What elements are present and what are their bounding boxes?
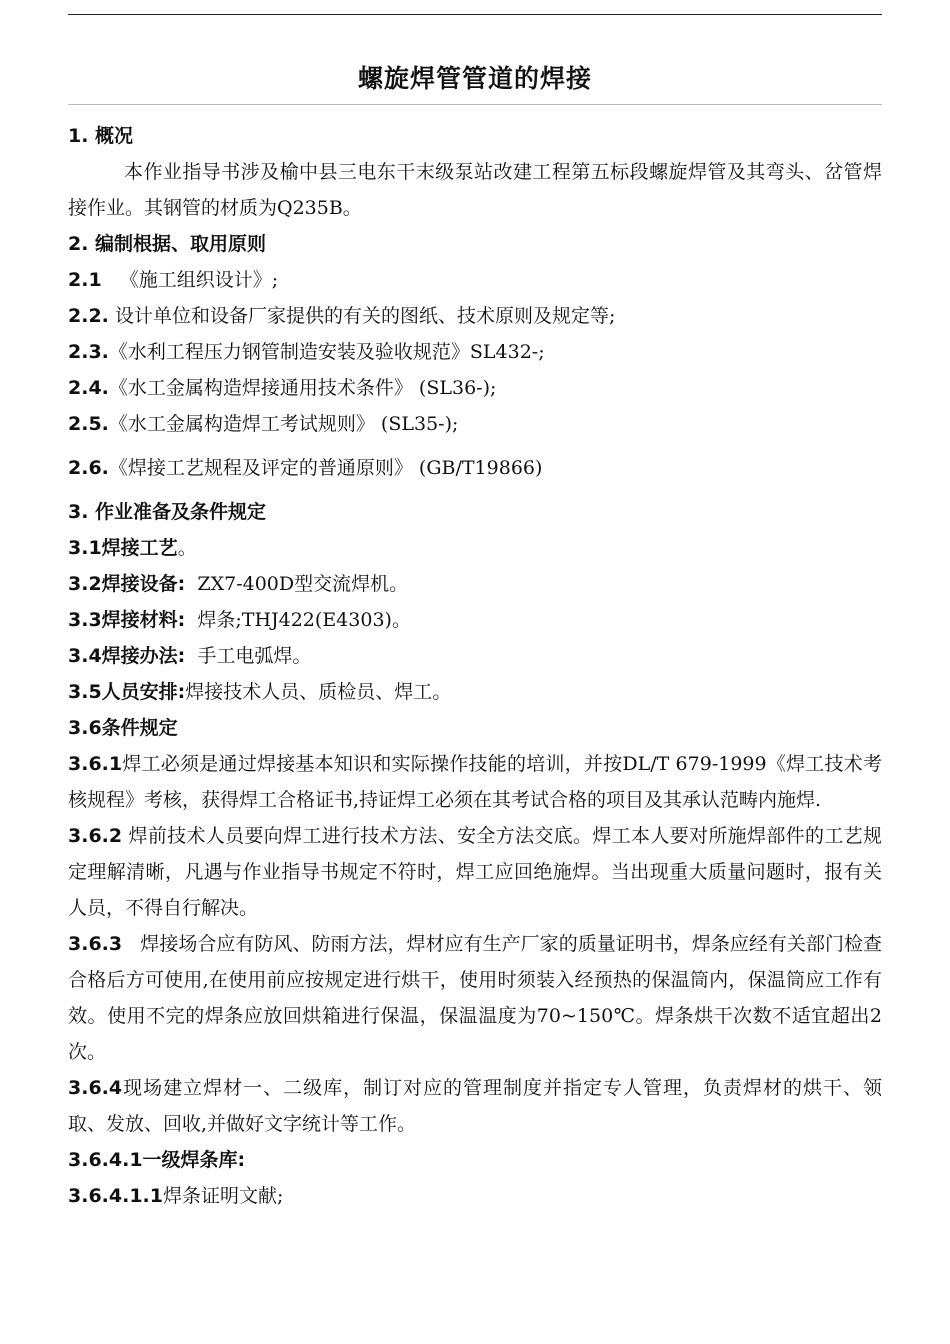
list-item-3-1: 3.1焊接工艺。 bbox=[68, 537, 197, 559]
list-item-2-3: 2.3.《水利工程压力钢管制造安装及验收规范》SL432-; bbox=[68, 341, 545, 363]
list-item-3-6: 3.6条件规定 bbox=[68, 717, 178, 739]
paragraph-3-6-4: 3.6.4现场建立焊材一、二级库，制订对应的管理制度并指定专人管理，负责焊材的烘干、领取、发放、回收,并做好文字统计等工作。 bbox=[68, 1077, 882, 1135]
paragraph-3-6-4-1-1: 3.6.4.1.1焊条证明文献; bbox=[68, 1185, 284, 1207]
section-3-heading: 3. 作业准备及条件规定 bbox=[68, 501, 267, 523]
list-item-2-5: 2.5.《水工金属构造焊工考试规则》 (SL35-); bbox=[68, 413, 459, 435]
list-item-2-2: 2.2. 设计单位和设备厂家提供的有关的图纸、技术原则及规定等; bbox=[68, 305, 616, 327]
list-item-2-6: 2.6.《焊接工艺规程及评定的普通原则》 (GB/T19866) bbox=[68, 457, 543, 479]
list-item-3-2: 3.2焊接设备: ZX7-400D型交流焊机。 bbox=[68, 573, 409, 595]
paragraph-3-6-2: 3.6.2 焊前技术人员要向焊工进行技术方法、安全方法交底。焊工本人要对所施焊部件的工艺规定理解清晰，凡遇与作业指导书规定不符时，焊工应回绝施焊。当出现重大质量问题时，报有关人员，不得自行解决。 bbox=[68, 825, 882, 919]
section-1-heading: 1. 概况 bbox=[68, 125, 134, 147]
list-item-3-5: 3.5人员安排:焊接技术人员、质检员、焊工。 bbox=[68, 681, 452, 703]
list-item-2-1: 2.1 《施工组织设计》; bbox=[68, 269, 279, 291]
paragraph-3-6-3: 3.6.3 焊接场合应有防风、防雨方法，焊材应有生产厂家的质量证明书，焊条应经有关部门检查合格后方可使用,在使用前应按规定进行烘干，使用时须装入经预热的保温筒内，保温筒应工作有效。使用不完的焊条应放回烘箱进行保温，保温温度为70~150℃。焊条烘干次数不适宜超出2次。 bbox=[68, 933, 882, 1063]
header-rule bbox=[68, 14, 882, 15]
list-item-2-4: 2.4.《水工金属构造焊接通用技术条件》 (SL36-); bbox=[68, 377, 497, 399]
list-item-3-3: 3.3焊接材料: 焊条;THJ422(E4303)。 bbox=[68, 609, 411, 631]
list-item-3-4: 3.4焊接办法: 手工电弧焊。 bbox=[68, 645, 312, 667]
document-body bbox=[68, 118, 882, 1214]
title-underline bbox=[68, 104, 882, 105]
document-title: 螺旋焊管管道的焊接 bbox=[357, 64, 592, 93]
section-1-paragraph: 本作业指导书涉及榆中县三电东干末级泵站改建工程第五标段螺旋焊管及其弯头、岔管焊接作业。其钢管的材质为Q235B。 bbox=[68, 161, 882, 219]
paragraph-3-6-4-1: 3.6.4.1一级焊条库: bbox=[68, 1149, 246, 1171]
section-2-heading: 2. 编制根据、取用原则 bbox=[68, 233, 267, 255]
paragraph-3-6-1: 3.6.1焊工必须是通过焊接基本知识和实际操作技能的培训，并按DL/T 679-1999《焊工技术考核规程》考核，获得焊工合格证书,持证焊工必须在其考试合格的项目及其承认范畴内施焊. bbox=[68, 753, 882, 811]
